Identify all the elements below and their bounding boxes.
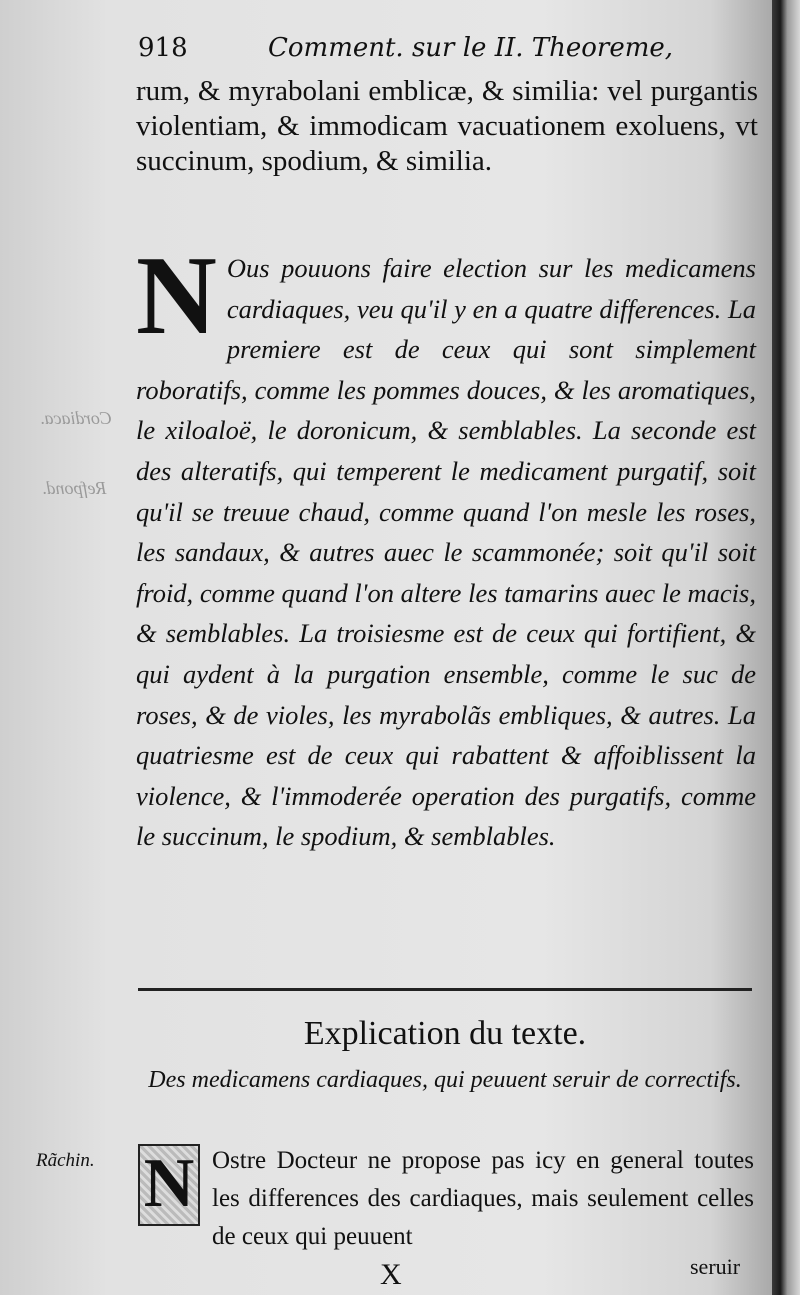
ornamental-dropcap: N xyxy=(138,1144,200,1226)
running-header xyxy=(138,30,758,66)
margin-note-cordiaca: Cordiaca. xyxy=(40,408,112,428)
margin-note-respond: Refpond. xyxy=(42,478,107,498)
latin-text-block: rum, & myrabolani emblicæ, & similia: vel purgantis violentiam, & immodicam vacuationem exoluens, vt succinum, spodium, & similia. xyxy=(136,75,758,177)
french-paragraph xyxy=(136,234,756,857)
section-title: Explication du texte. xyxy=(303,1015,587,1052)
book-edge xyxy=(772,0,800,1295)
section-rule xyxy=(138,988,752,991)
running-title: Comment. sur le II. Theoreme, xyxy=(268,33,674,63)
catchword: seruir xyxy=(690,1254,741,1279)
french-paragraph-text: Ous pouuons faire election sur les medicamens cardiaques, veu qu'il y en a quatre differences. La premiere est de ceux qui sont simplement roboratifs, comme les pommes douces, & les aromatiques, le xiloaloë, le doronicum, & semblables. La seconde est des alteratifs, qui temperent le medicament purgatif, soit qu'il se treuue chaud, comme quand l'on mesle les roses, les sandaux, & autres auec le scammonée; soit qu'il soit froid, comme quand l'on altere les tamarins auec le macis, & semblables. La troisiesme est de ceux qui fortifient, & qui aydent à la purgation ensemble, comme le suc de roses, & de violes, les myrabolãs embliques, & autres. La quatriesme est de ceux qui rabattent & affoiblissent la violence, & l'immoderée operation des purgatifs, comme le succinum, le spodium, & semblables. xyxy=(136,253,756,852)
signature-mark: X xyxy=(380,1258,402,1291)
dropcap-letter: N xyxy=(136,234,217,358)
commentary-text: Ostre Docteur ne propose pas icy en general toutes les differences des cardiaques, mais seulement celles de ceux qui peuuent xyxy=(212,1147,754,1250)
section-subtitle: Des medicamens cardiaques, qui peuuent seruir de correctifs. xyxy=(148,1067,742,1093)
side-note-author: Rãchin. xyxy=(36,1150,95,1171)
page-number: 918 xyxy=(138,33,188,63)
commentary-paragraph xyxy=(138,1142,754,1256)
